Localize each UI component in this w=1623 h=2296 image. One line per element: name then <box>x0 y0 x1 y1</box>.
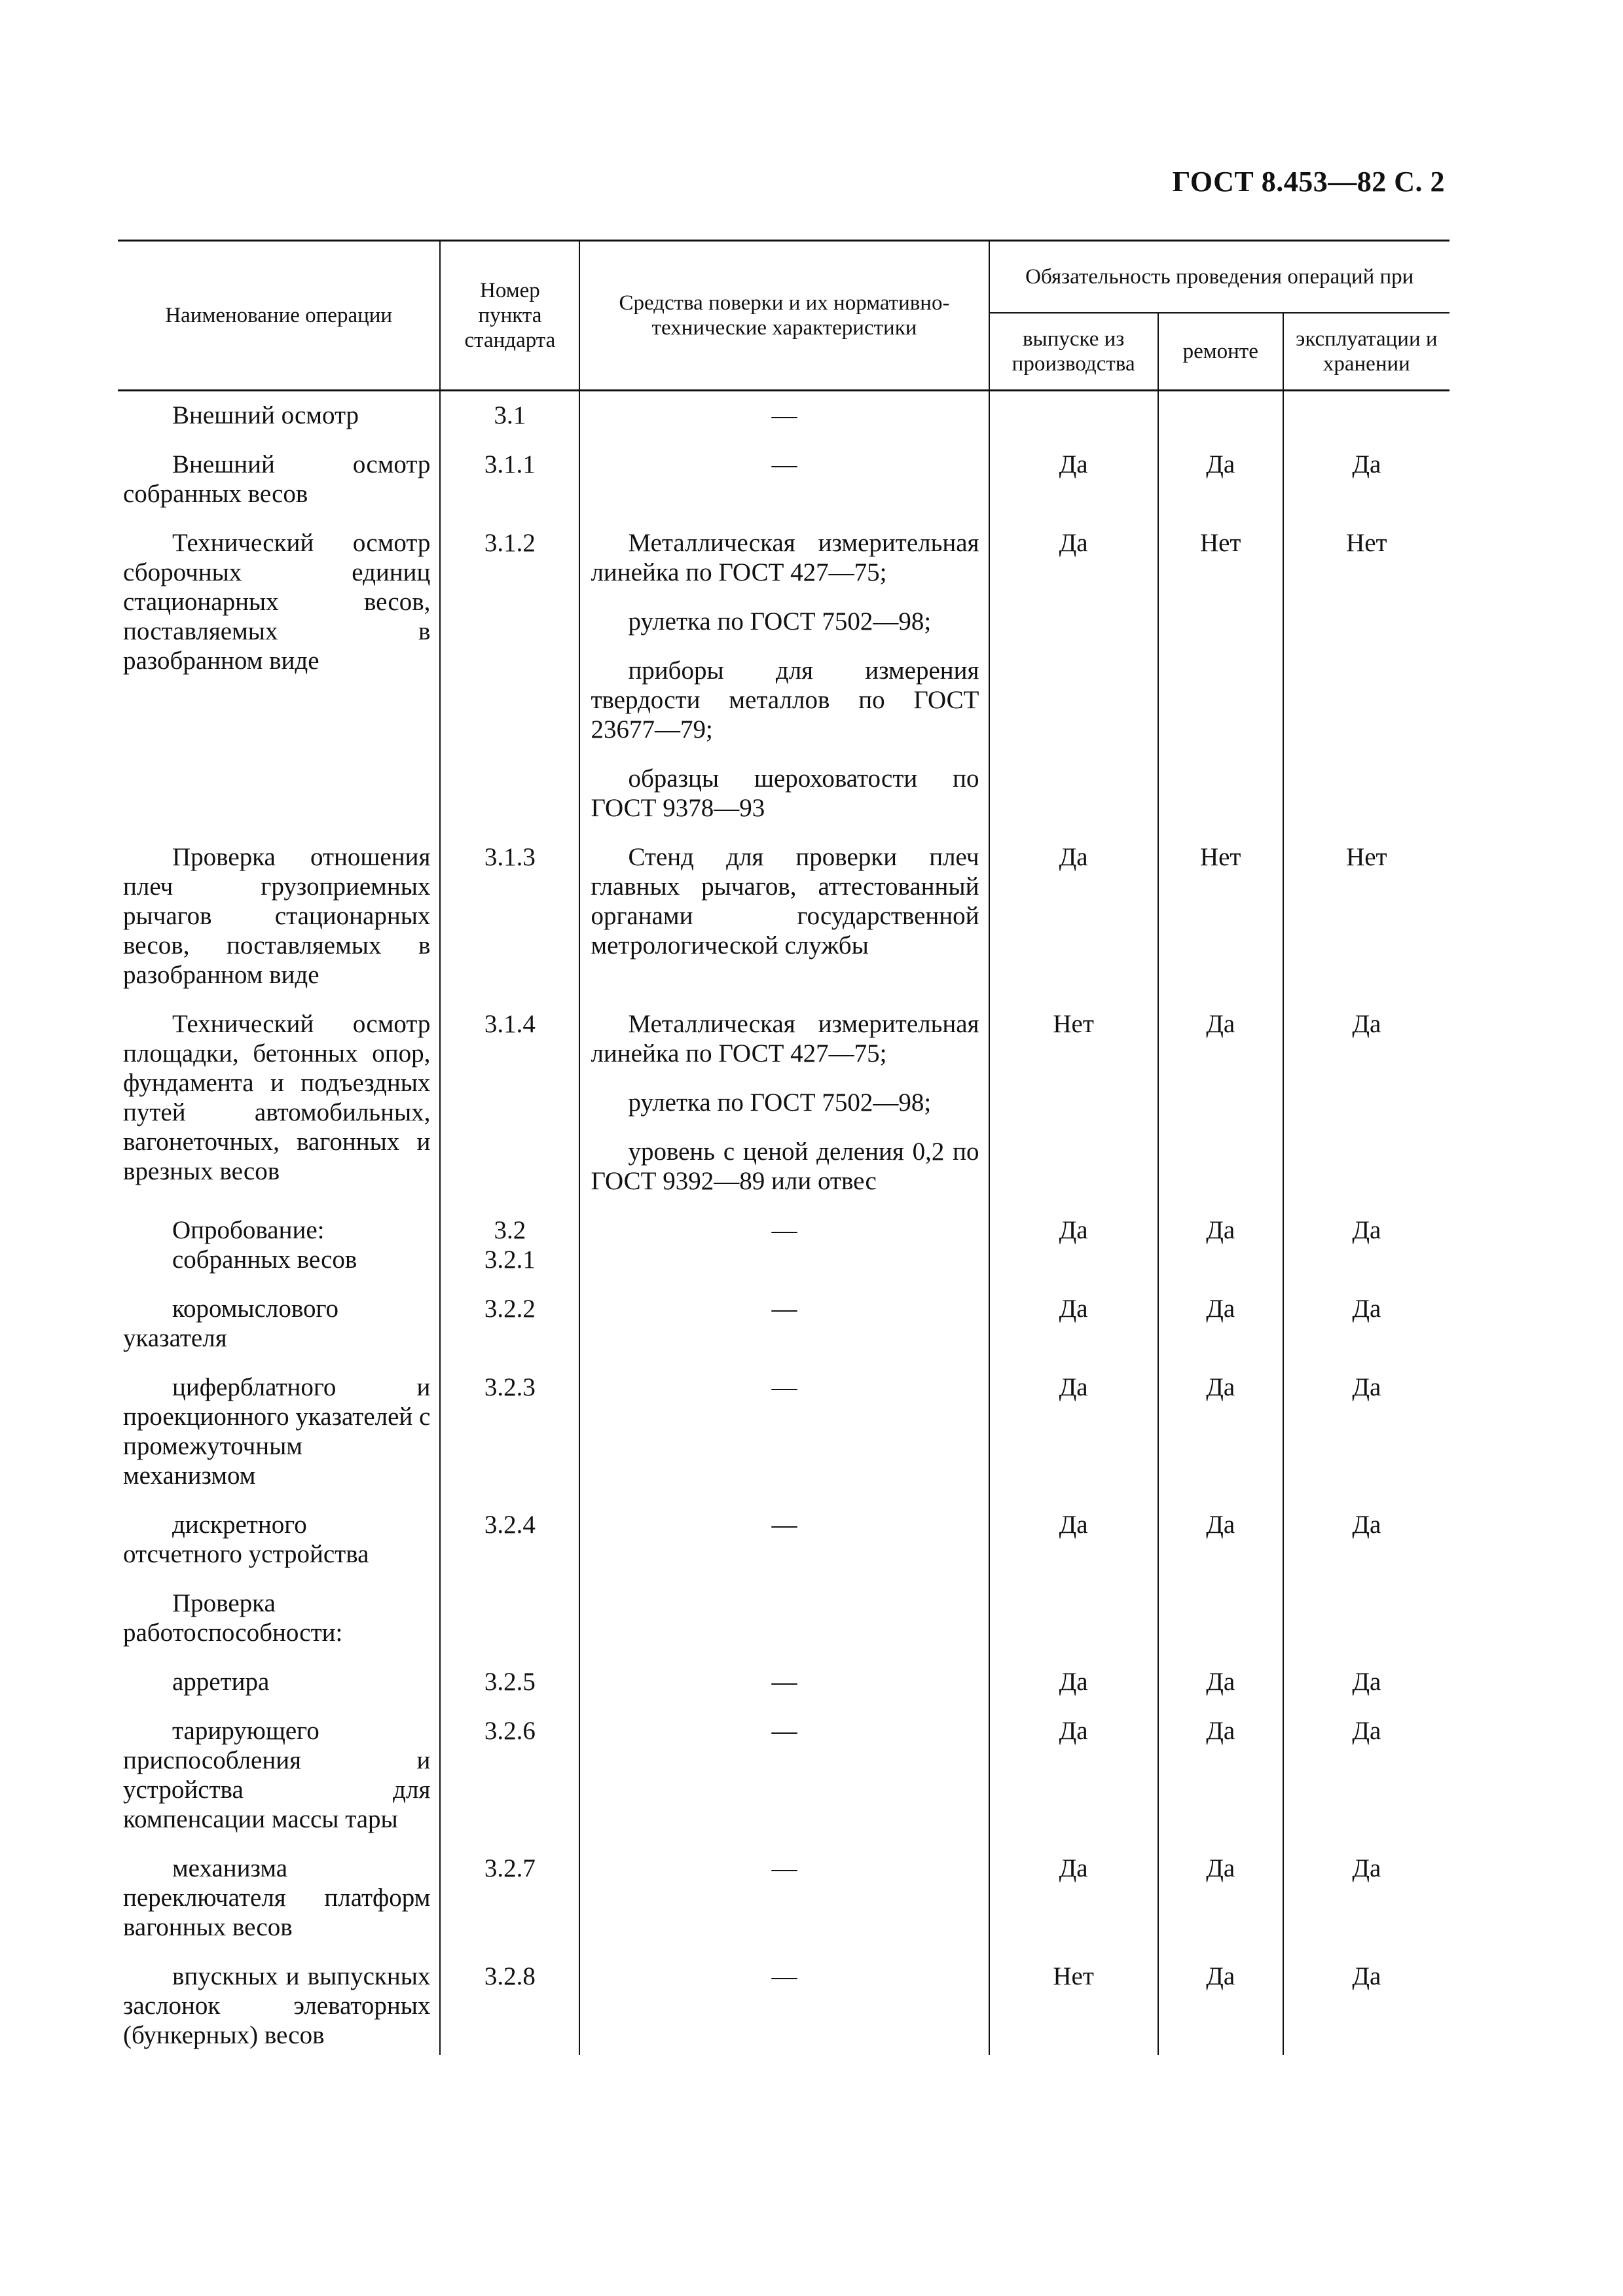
clause-number-cell <box>440 1667 579 1716</box>
clause-number-cell <box>440 842 579 1009</box>
operation-name: собранных весов <box>172 1246 357 1274</box>
operation-name-cell <box>118 1510 440 1588</box>
verification-means: уровень с ценой деления 0,2 по ГОСТ 9392—89 или отвес <box>591 1138 979 1195</box>
operation-name-cell <box>118 1215 440 1294</box>
operation-name: арретира <box>172 1668 270 1696</box>
verification-means: образцы шероховатости по ГОСТ 9378—93 <box>591 764 979 822</box>
clause-number-cell <box>440 1588 579 1667</box>
clause-number: 3.2.5 <box>484 1668 536 1696</box>
header-operation-name: Наименование операции <box>118 241 440 391</box>
operation-name-cell <box>118 842 440 1009</box>
table-row <box>118 1667 1450 1716</box>
clause-number: 3.2.3 <box>484 1373 536 1401</box>
table-row <box>118 1510 1450 1588</box>
release-value <box>989 391 1158 450</box>
clause-number-cell <box>440 1716 579 1854</box>
verification-means: — <box>771 401 797 429</box>
verification-means: Металлическая измерительная линейка по ГОСТ 427—75; <box>591 529 979 586</box>
release-value: Да <box>989 1667 1158 1716</box>
release-value: Да <box>989 450 1158 528</box>
verification-means-cell <box>579 1716 989 1854</box>
release-value: Да <box>989 1510 1158 1588</box>
operation-storage-value: Да <box>1283 1962 1450 2055</box>
operation-name: Технический осмотр площадки, бетонных опор, фундамента и подъездных путей автомобильных, вагонеточных, вагонных и врезных весов <box>123 1010 431 1185</box>
release-value: Нет <box>989 1009 1158 1215</box>
clause-number-cell <box>440 1510 579 1588</box>
operation-name: Технический осмотр сборочных единиц стационарных весов, поставляемых в разобранном виде <box>123 529 431 675</box>
verification-means-cell <box>579 1667 989 1716</box>
verification-means-cell <box>579 1009 989 1215</box>
verification-means: — <box>771 1373 797 1401</box>
operation-storage-value: Да <box>1283 1716 1450 1854</box>
operation-name-cell <box>118 1294 440 1372</box>
repair-value: Да <box>1158 1510 1283 1588</box>
verification-means: приборы для измерения твердости металлов по ГОСТ 23677—79; <box>591 656 979 744</box>
clause-number-cell <box>440 391 579 450</box>
operation-name-cell <box>118 1716 440 1854</box>
operation-name-cell <box>118 1854 440 1962</box>
clause-number-cell <box>440 1294 579 1372</box>
clause-number: 3.2.2 <box>484 1295 536 1323</box>
clause-number: 3.2.1 <box>484 1246 536 1274</box>
operation-name-cell <box>118 391 440 450</box>
table-row <box>118 1372 1450 1510</box>
table-row <box>118 1854 1450 1962</box>
repair-value <box>1158 391 1283 450</box>
verification-means: рулетка по ГОСТ 7502—98; <box>628 1088 932 1117</box>
verification-means: Стенд для проверки плеч главных рычагов, аттестованный органами государственной метрологической службы <box>591 843 979 960</box>
operation-name: тарирующего приспособления и устройства для компенсации массы тары <box>123 1717 431 1833</box>
operation-name: Проверка отношения плеч грузоприемных рычагов стационарных весов, поставляемых в разобранном виде <box>123 843 431 989</box>
header-mandatory-group: Обязательность проведения операций при <box>989 241 1450 314</box>
verification-means: Металлическая измерительная линейка по ГОСТ 427—75; <box>591 1010 979 1067</box>
operation-storage-value: Да <box>1283 450 1450 528</box>
table-row <box>118 528 1450 842</box>
table-body <box>118 391 1450 2056</box>
operations-table <box>118 240 1450 2055</box>
repair-value: Да <box>1158 450 1283 528</box>
operation-name: Проверка работоспособности: <box>123 1589 343 1647</box>
operation-storage-value <box>1283 391 1450 450</box>
header-repair: ремонте <box>1158 313 1283 391</box>
verification-means: — <box>771 1511 797 1539</box>
release-value <box>989 1588 1158 1667</box>
operation-name-cell <box>118 450 440 528</box>
verification-means: — <box>771 1295 797 1323</box>
operation-storage-value: Да <box>1283 1510 1450 1588</box>
release-value: Нет <box>989 1962 1158 2055</box>
operation-name-cell <box>118 528 440 842</box>
operation-storage-value: Да <box>1283 1215 1450 1294</box>
operation-name: Опробование: <box>172 1216 325 1244</box>
operation-name: механизма переключателя платформ вагонных весов <box>123 1854 431 1941</box>
operation-storage-value: Нет <box>1283 528 1450 842</box>
repair-value: Да <box>1158 1215 1283 1294</box>
repair-value: Да <box>1158 1962 1283 2055</box>
repair-value: Нет <box>1158 842 1283 1009</box>
repair-value: Да <box>1158 1009 1283 1215</box>
operation-name: Внешний осмотр <box>172 401 359 429</box>
verification-means: — <box>771 1216 797 1244</box>
clause-number: 3.1.1 <box>484 450 536 478</box>
verification-means-cell <box>579 1215 989 1294</box>
verification-means: — <box>771 1962 797 1990</box>
operation-storage-value: Да <box>1283 1667 1450 1716</box>
operation-storage-value: Да <box>1283 1372 1450 1510</box>
header-operation-storage: эксплуатации и хранении <box>1283 313 1450 391</box>
clause-number-cell <box>440 450 579 528</box>
release-value: Да <box>989 1716 1158 1854</box>
table-row <box>118 1294 1450 1372</box>
clause-number: 3.2.6 <box>484 1717 536 1745</box>
verification-means-cell <box>579 1588 989 1667</box>
release-value: Да <box>989 1294 1158 1372</box>
clause-number: 3.1.4 <box>484 1010 536 1038</box>
repair-value <box>1158 1588 1283 1667</box>
repair-value: Да <box>1158 1372 1283 1510</box>
verification-means-cell <box>579 528 989 842</box>
operation-name: коромыслового указателя <box>123 1295 339 1352</box>
header-clause-number: Номер пункта стандарта <box>440 241 579 391</box>
clause-number-cell <box>440 528 579 842</box>
table-row <box>118 1962 1450 2055</box>
repair-value: Да <box>1158 1716 1283 1854</box>
operation-name-cell <box>118 1009 440 1215</box>
repair-value: Да <box>1158 1854 1283 1962</box>
repair-value: Да <box>1158 1667 1283 1716</box>
operation-name: циферблатного и проекционного указателей с промежуточным механизмом <box>123 1373 431 1490</box>
release-value: Да <box>989 1854 1158 1962</box>
operation-name-cell <box>118 1962 440 2055</box>
clause-number: 3.2.8 <box>484 1962 536 1990</box>
verification-means: — <box>771 1717 797 1745</box>
operation-storage-value: Нет <box>1283 842 1450 1009</box>
table-row <box>118 1215 1450 1294</box>
operation-name-cell <box>118 1667 440 1716</box>
release-value: Да <box>989 1215 1158 1294</box>
verification-means-cell <box>579 1294 989 1372</box>
operation-name: Внешний осмотр собранных весов <box>123 450 431 508</box>
verification-means-cell <box>579 450 989 528</box>
table-row <box>118 391 1450 450</box>
page-header: ГОСТ 8.453—82 С. 2 <box>1172 166 1445 198</box>
operation-name: дискретного отсчетного устройства <box>123 1511 369 1568</box>
clause-number: 3.2 <box>494 1216 526 1244</box>
clause-number-cell <box>440 1372 579 1510</box>
verification-means-cell <box>579 1962 989 2055</box>
release-value: Да <box>989 842 1158 1009</box>
clause-number-cell <box>440 1854 579 1962</box>
release-value: Да <box>989 528 1158 842</box>
verification-means-cell <box>579 842 989 1009</box>
table-row <box>118 1588 1450 1667</box>
table-row <box>118 842 1450 1009</box>
clause-number: 3.1 <box>494 401 526 429</box>
table-row <box>118 450 1450 528</box>
verification-means: — <box>771 1668 797 1696</box>
verification-means: — <box>771 450 797 478</box>
clause-number-cell <box>440 1009 579 1215</box>
operation-name: впускных и выпускных заслонок элеваторных (бункерных) весов <box>123 1962 431 2049</box>
operation-name-cell <box>118 1588 440 1667</box>
clause-number: 3.2.7 <box>484 1854 536 1882</box>
repair-value: Нет <box>1158 528 1283 842</box>
verification-means-cell <box>579 1510 989 1588</box>
verification-means: рулетка по ГОСТ 7502—98; <box>628 607 932 636</box>
table-row <box>118 1009 1450 1215</box>
header-verification-means: Средства поверки и их нормативно-технические характеристики <box>579 241 989 391</box>
release-value: Да <box>989 1372 1158 1510</box>
verification-means-cell <box>579 1372 989 1510</box>
operation-storage-value <box>1283 1588 1450 1667</box>
verification-means-cell <box>579 1854 989 1962</box>
operation-storage-value: Да <box>1283 1854 1450 1962</box>
operation-name-cell <box>118 1372 440 1510</box>
operation-storage-value: Да <box>1283 1009 1450 1215</box>
header-release: выпуске из производства <box>989 313 1158 391</box>
verification-means: — <box>771 1854 797 1882</box>
verification-means-cell <box>579 391 989 450</box>
table-row <box>118 1716 1450 1854</box>
operation-storage-value: Да <box>1283 1294 1450 1372</box>
clause-number-cell <box>440 1962 579 2055</box>
clause-number-cell <box>440 1215 579 1294</box>
repair-value: Да <box>1158 1294 1283 1372</box>
clause-number: 3.1.3 <box>484 843 536 871</box>
clause-number: 3.2.4 <box>484 1511 536 1539</box>
clause-number: 3.1.2 <box>484 529 536 557</box>
